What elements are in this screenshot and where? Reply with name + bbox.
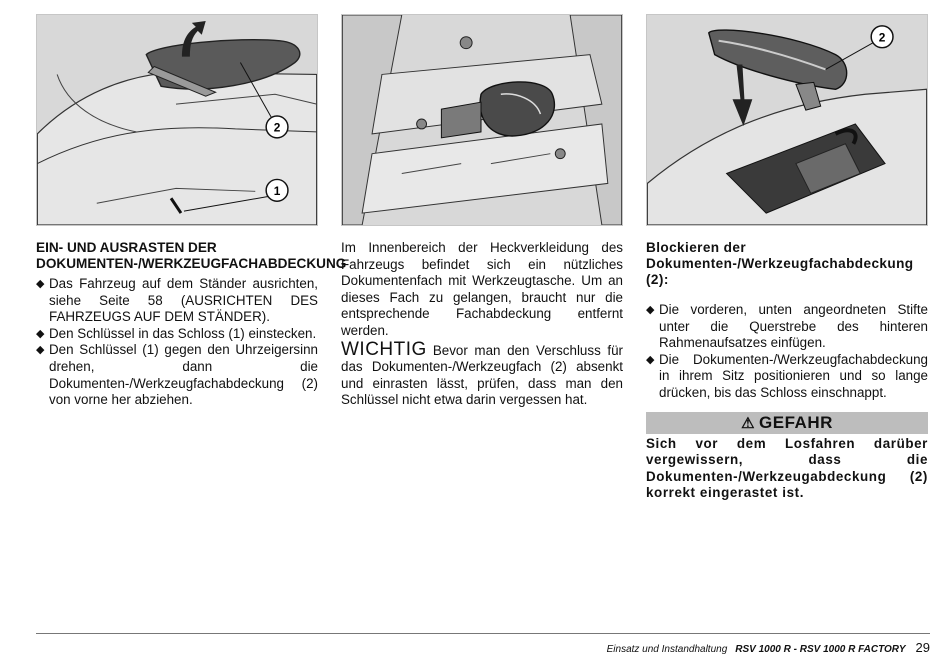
- footer-model: RSV 1000 R - RSV 1000 R FACTORY: [735, 644, 906, 654]
- list-item: ◆ Die vorderen, unten angeordneten Stifte unter die Querstrebe des hinteren Rahmenaufsatzes einfügen.: [646, 302, 928, 351]
- wichtig-label: WICHTIG: [341, 338, 427, 360]
- list-item: ◆ Die Dokumenten-/Werkzeugfachabdeckung in ihrem Sitz positionieren und so lange drücken, bis das Schloss einschnappt.: [646, 351, 928, 400]
- intro-paragraph: Im Innenbereich der Heckverkleidung des Fahrzeugs befindet sich ein nützliches Dokumentenfach mit Werkzeugtasche. Um an dieses Fach zu gelangen, braucht nur die entsprechende Fachabdeckung entfernt werden.: [341, 240, 623, 338]
- footer-divider: [36, 633, 930, 634]
- callout-label-2: 2: [273, 120, 281, 135]
- list-item: ◆ Das Fahrzeug auf dem Ständer ausrichten, siehe Seite 58 (AUSRICHTEN DES FAHRZEUGS AUF DEM STÄNDER).: [36, 276, 318, 325]
- illustration-cover-insert: [647, 15, 927, 225]
- illustration-tool-bag: [342, 15, 622, 225]
- page-footer: [607, 640, 930, 654]
- bullet-list: [36, 276, 318, 409]
- gefahr-text: Sich vor dem Losfahren darüber vergewissern, dass die Dokumenten-/Werkzeugabdeckung (2) korrekt eingerastet ist.: [646, 435, 928, 501]
- gefahr-banner: [646, 412, 928, 434]
- column-cover-locking: [646, 240, 928, 502]
- column-instructions-removal: [36, 240, 347, 409]
- section-heading: Blockieren der Dokumenten-/Werkzeugfachabdeckung (2):: [646, 240, 914, 287]
- callout-label-2: 2: [878, 30, 886, 45]
- wichtig-text: Bevor man den Verschluss für das Dokumenten-/Werkzeugfach (2) absenkt und einrasten lässt, prüfen, dass man den Schlüssel nicht etwa darin vergessen hat.: [341, 342, 623, 408]
- diamond-bullet-icon: ◆: [36, 344, 45, 357]
- callout-label-1: 1: [273, 183, 281, 198]
- gefahr-label: GEFAHR: [759, 412, 833, 432]
- column-compartment-info: [341, 240, 623, 409]
- figure-cover-insertion: [646, 14, 928, 226]
- page-number: 29: [915, 640, 930, 654]
- illustration-seat-cover: [37, 15, 317, 225]
- list-item: ◆ Den Schlüssel (1) gegen den Uhrzeigersinn drehen, dann die Dokumenten-/Werkzeugfachabdeckung (2) von vorne her abziehen.: [36, 342, 318, 408]
- figure-seat-cover-removal: [36, 14, 318, 226]
- list-item: ◆ Den Schlüssel in das Schloss (1) einstecken.: [36, 325, 317, 341]
- diamond-bullet-icon: ◆: [36, 278, 45, 290]
- wichtig-note: [341, 338, 623, 409]
- warning-triangle-icon: ⚠: [741, 414, 756, 432]
- footer-section: Einsatz und Instandhaltung: [606, 644, 728, 654]
- bullet-list: [646, 302, 928, 402]
- figure-document-compartment: [341, 14, 623, 226]
- diamond-bullet-icon: ◆: [646, 304, 655, 316]
- section-heading: EIN- UND AUSRASTEN DER DOKUMENTEN-/WERKZEUGFACHABDECKUNG: [36, 240, 347, 271]
- diamond-bullet-icon: ◆: [36, 327, 45, 340]
- diamond-bullet-icon: ◆: [646, 353, 655, 366]
